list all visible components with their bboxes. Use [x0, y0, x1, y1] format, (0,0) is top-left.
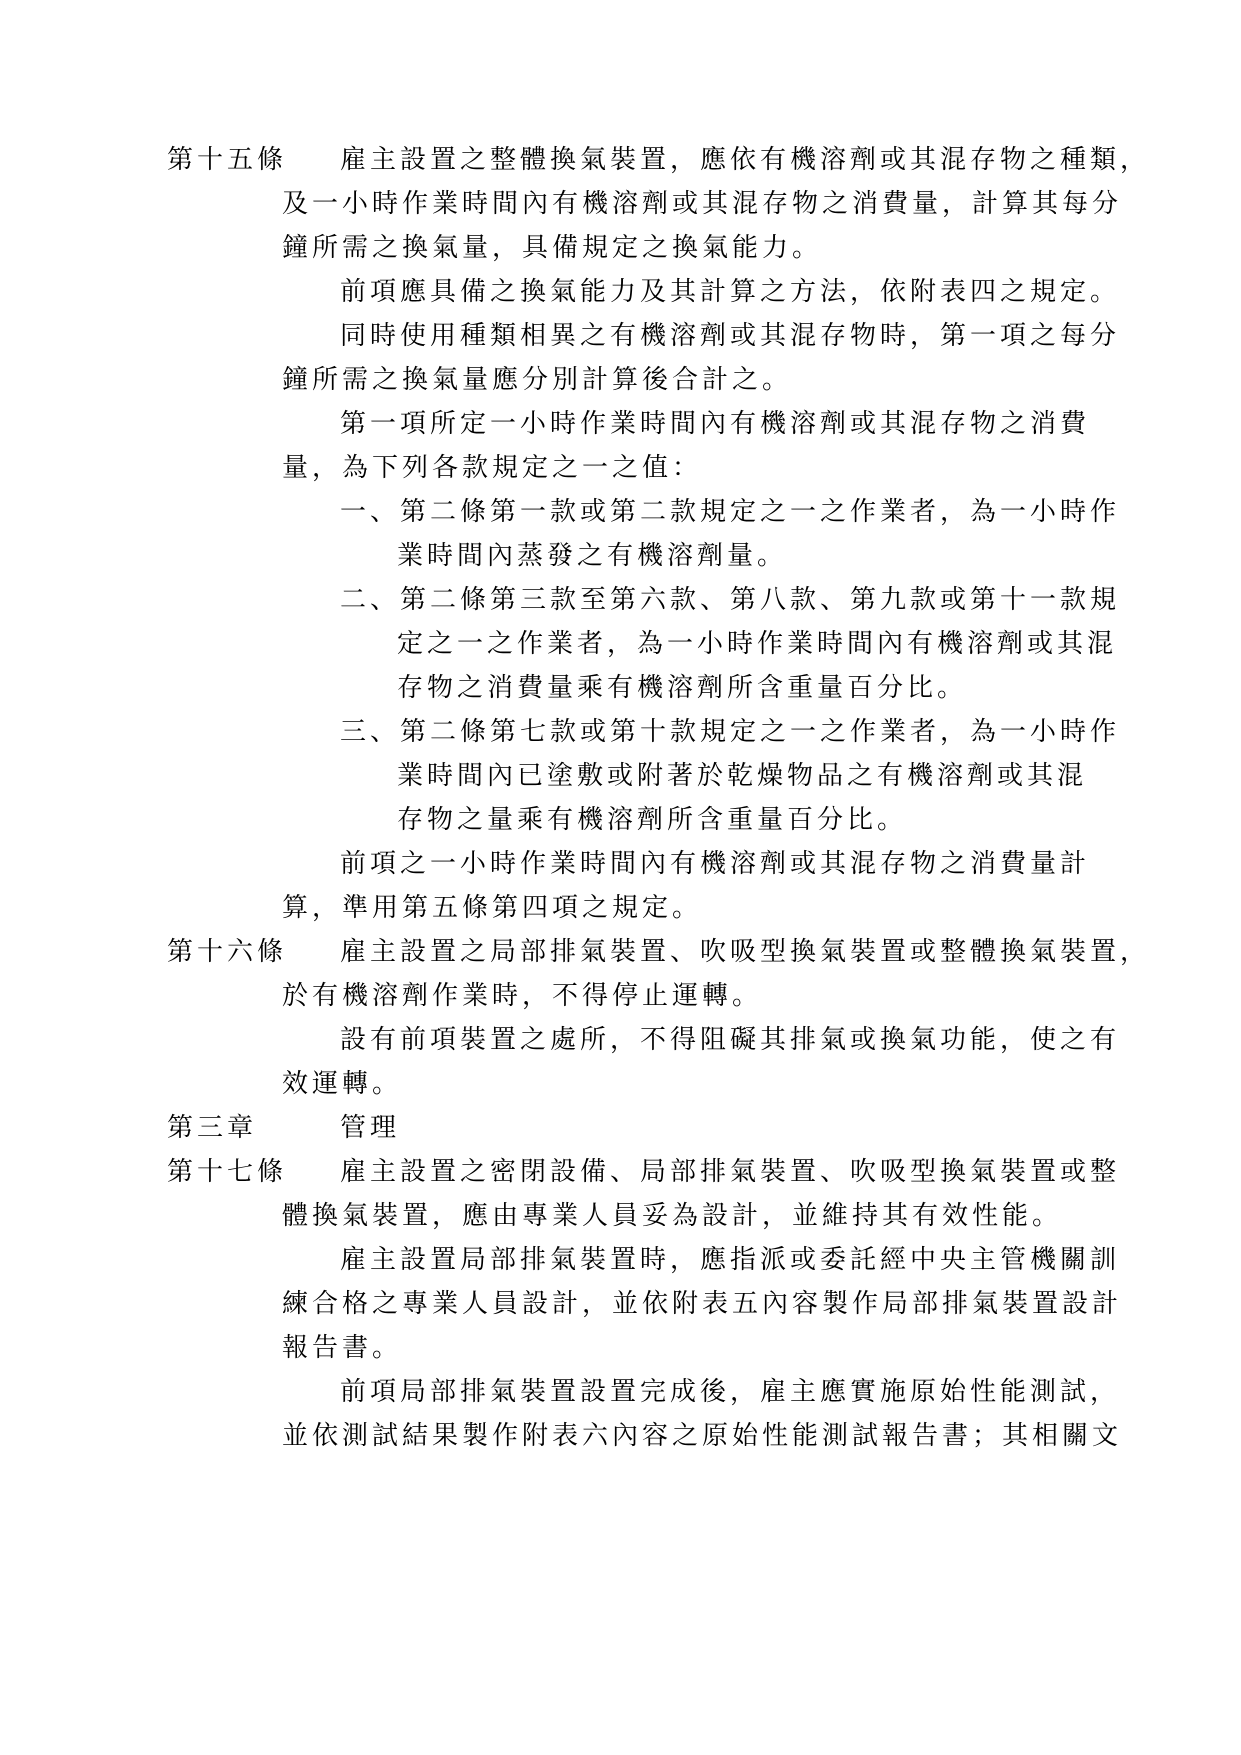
article-16-line: 於有機溶劑作業時，不得停止運轉。	[282, 981, 763, 1011]
article-17-line: 並依測試結果製作附表六內容之原始性能測試報告書；其相關文	[282, 1421, 1123, 1451]
article-15-line: 算，準用第五條第四項之規定。	[282, 893, 703, 923]
article-17-line: 雇主設置局部排氣裝置時，應指派或委託經中央主管機關訓	[340, 1245, 1121, 1275]
article-15-item-2: 二、第二條第三款至第六款、第八款、第九款或第十一款規	[340, 585, 1121, 615]
article-17-label: 第十七條	[167, 1157, 288, 1187]
article-15-line: 量，為下列各款規定之一之值：	[282, 453, 703, 483]
article-17-line: 練合格之專業人員設計，並依附表五內容製作局部排氣裝置設計	[282, 1289, 1123, 1319]
article-16-line: 效運轉。	[282, 1069, 403, 1099]
chapter-3-label: 第三章	[167, 1113, 258, 1143]
article-15-label: 第十五條	[167, 145, 288, 175]
article-15-line: 及一小時作業時間內有機溶劑或其混存物之消費量，計算其每分	[282, 189, 1123, 219]
article-15-item-1: 一、第二條第一款或第二款規定之一之作業者，為一小時作	[340, 497, 1121, 527]
article-15-line: 前項應具備之換氣能力及其計算之方法，依附表四之規定。	[340, 277, 1121, 307]
article-15-item-3-cont: 存物之量乘有機溶劑所含重量百分比。	[397, 805, 908, 835]
article-15-line: 鐘所需之換氣量應分別計算後合計之。	[282, 365, 793, 395]
article-15-line: 前項之一小時作業時間內有機溶劑或其混存物之消費量計	[340, 849, 1091, 879]
article-16-line: 設有前項裝置之處所，不得阻礙其排氣或換氣功能，使之有	[340, 1025, 1121, 1055]
article-17-line: 體換氣裝置，應由專業人員妥為設計，並維持其有效性能。	[282, 1201, 1063, 1231]
article-17-line: 雇主設置之密閉設備、局部排氣裝置、吹吸型換氣裝置或整	[340, 1157, 1121, 1187]
article-15-item-1-cont: 業時間內蒸發之有機溶劑量。	[397, 541, 788, 571]
article-15-item-3-cont: 業時間內已塗敷或附著於乾燥物品之有機溶劑或其混	[397, 761, 1088, 791]
article-17-line: 前項局部排氣裝置設置完成後，雇主應實施原始性能測試，	[340, 1377, 1121, 1407]
article-15-item-2-cont: 定之一之作業者，為一小時作業時間內有機溶劑或其混	[397, 629, 1118, 659]
article-15-item-2-cont: 存物之消費量乘有機溶劑所含重量百分比。	[397, 673, 968, 703]
article-16-label: 第十六條	[167, 937, 288, 967]
article-17-line: 報告書。	[282, 1333, 403, 1363]
chapter-3-title: 管理	[340, 1113, 401, 1143]
article-16-line: 雇主設置之局部排氣裝置、吹吸型換氣裝置或整體換氣裝置，	[340, 937, 1151, 967]
article-15-line: 鐘所需之換氣量，具備規定之換氣能力。	[282, 233, 823, 263]
article-15-line: 雇主設置之整體換氣裝置，應依有機溶劑或其混存物之種類，	[340, 145, 1151, 175]
article-15-item-3: 三、第二條第七款或第十款規定之一之作業者，為一小時作	[340, 717, 1121, 747]
article-15-line: 同時使用種類相異之有機溶劑或其混存物時，第一項之每分	[340, 321, 1121, 351]
article-15-line: 第一項所定一小時作業時間內有機溶劑或其混存物之消費	[340, 409, 1091, 439]
